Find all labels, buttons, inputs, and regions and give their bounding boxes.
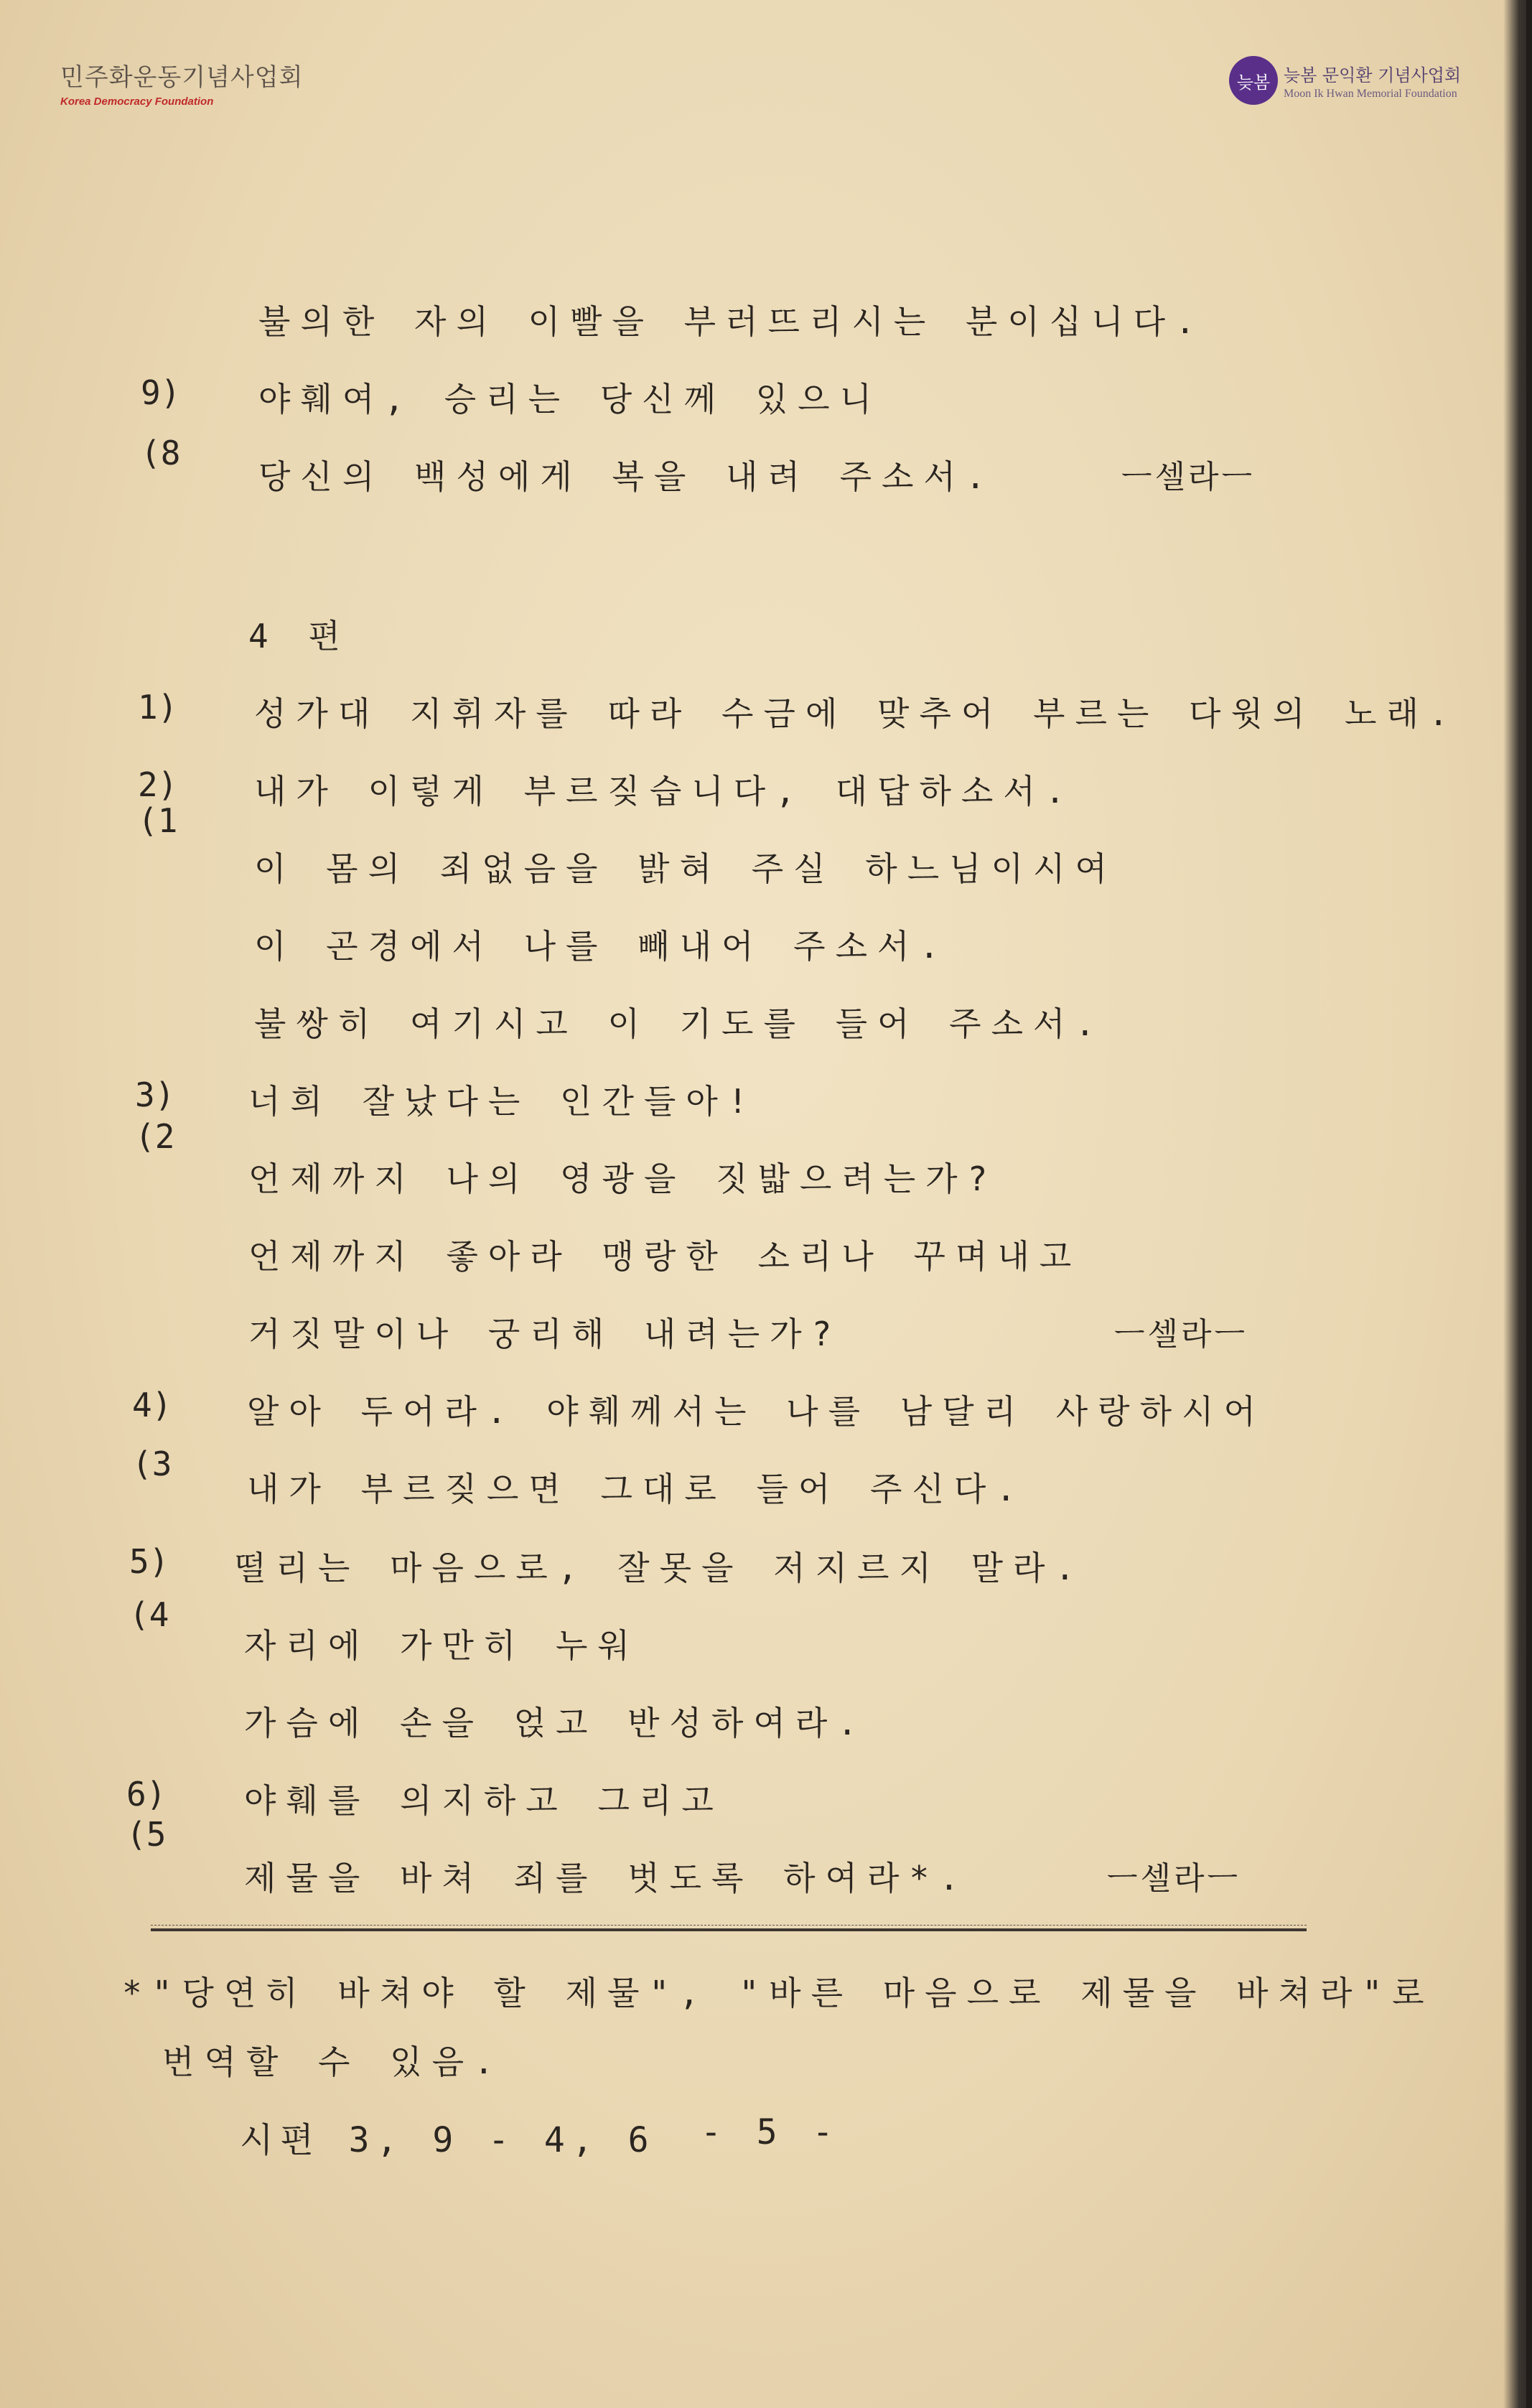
verse-line: 야훼여, 승리는 당신께 있으니 [258,380,882,419]
verse-line: 제물을 바쳐 죄를 벗도록 하여라*. [244,1859,969,1898]
verse-number-alt: (8 [141,434,181,472]
sela-mark: ㅡ셀라ㅡ [1114,1316,1248,1353]
footnote-divider [151,1928,1307,1931]
verse-number: 2) [138,765,178,804]
verse-line: 떨리는 마음으로, 잘못을 저지르지 말라. [234,1549,1085,1587]
verse-line: 거짓말이나 궁리해 내려는가? [248,1315,842,1353]
footnote-divider-dashes [151,1925,1307,1926]
verse-line: 불의한 자의 이빨을 부러뜨리시는 분이십니다. [258,302,1205,341]
verse-number: 5) [129,1542,169,1581]
verse-line: 불쌍히 여기시고 이 기도를 들어 주소서. [254,1004,1106,1043]
chapter-heading: 4 편 [248,617,350,655]
seal-icon: 늦봄 [1229,56,1278,105]
scripture-reference: 시편 3, 9 - 4, 6 [240,2120,656,2160]
verse-line: 내가 이렇게 부르짖습니다, 대답하소서. [254,772,1075,811]
verse-line: 내가 부르짖으면 그대로 들어 주신다. [247,1470,1027,1508]
verse-number-alt: (4 [129,1595,169,1634]
verse-number-alt: (2 [135,1117,175,1156]
moon-ik-hwan-foundation-logo [1229,56,1461,105]
verse-line: 이 몸의 죄없음을 밝혀 주실 하느님이시여 [254,849,1117,888]
verse-line: 이 곤경에서 나를 빼내어 주소서. [254,927,950,966]
verse-number-alt: (3 [132,1445,172,1483]
footnote-line: 번역할 수 있음. [162,2043,504,2081]
sela-mark: ㅡ셀라ㅡ [1107,1860,1241,1897]
right-logo-korean: 늦봄 문익환 기념사업회 [1284,65,1462,85]
verse-number: 9) [141,373,181,412]
verse-number: 1) [138,688,178,727]
verse-number: 3) [135,1075,175,1114]
verse-line: 언제까지 나의 영광을 짓밟으려는가? [248,1159,998,1198]
verse-number-alt: (5 [126,1815,167,1854]
verse-line: 가슴에 손을 얹고 반성하여라. [244,1704,868,1742]
left-logo-korean: 민주화운동기념사업회 [60,63,304,92]
sela-mark: ㅡ셀라ㅡ [1121,459,1256,495]
verse-line: 자리에 가만히 누워 [244,1626,640,1665]
verse-line: 알아 두어라. 야훼께서는 나를 남달리 사랑하시어 [247,1392,1266,1431]
verse-line: 야훼를 의지하고 그리고 [244,1781,724,1820]
page-number: - 5 - [701,2112,841,2152]
left-logo-english: Korea Democracy Foundation [60,95,214,108]
verse-number: 6) [126,1775,167,1814]
verse-number: 4) [132,1386,172,1424]
scan-edge-border [1526,0,1532,2408]
verse-line: 성가대 지휘자를 따라 수금에 맞추어 부르는 다윗의 노래. [254,694,1459,733]
footnote-line: *"당연히 바쳐야 할 제물", "바른 마음으로 제물을 바쳐라"로 [122,1974,1434,2012]
verse-line: 언제까지 좋아라 맹랑한 소리나 꾸며내고 [248,1237,1082,1276]
verse-line: 당신의 백성에게 복을 내려 주소서. [258,457,996,496]
korea-democracy-foundation-logo [60,57,303,108]
verse-line: 너희 잘났다는 인간들아! [248,1082,758,1121]
verse-number-alt: (1 [138,801,178,840]
right-logo-english: Moon Ik Hwan Memorial Foundation [1284,87,1457,100]
